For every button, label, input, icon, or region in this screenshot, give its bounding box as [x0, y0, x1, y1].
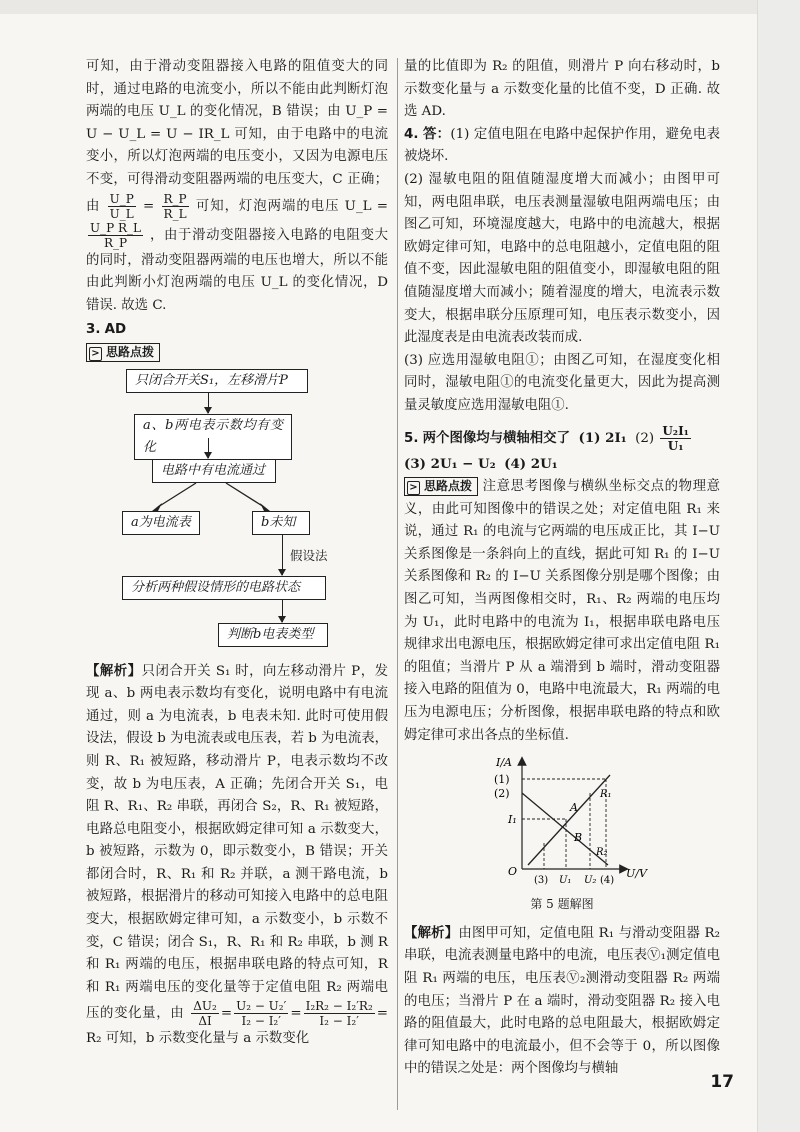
graph-ylabel: I/A	[496, 756, 512, 770]
q4-part-2: (2) 湿敏电阻的阻值随湿度增大而减小；由图甲可知，两电阻串联，电压表测量湿敏电阻两端电压；由图乙可知，环境湿度越大，电路中的电流越大，根据欧姆定律可知，电路中的总电阻越小，定值电阻的阻值不变，因此湿敏电阻的阻值变小，即湿敏电阻的阻值随湿度增大而减小；随着湿度的增大，电流表示数变大，根据串联分压原理可知，电压表示数变小，因此湿度表是由电流表改装而成.	[404, 171, 720, 346]
graph-yi1: I₁	[508, 813, 517, 827]
q4-number: 4.	[404, 126, 419, 142]
fraction-rp-rl: $\frac{R\_P}{R\_L}$	[163, 191, 187, 221]
q5-answer-4: (4) 2U₁	[504, 455, 558, 472]
graph-point-b: B	[574, 831, 583, 845]
top-strip	[0, 0, 800, 14]
graph-y2: (2)	[494, 787, 510, 801]
fraction-up-ul: $\frac{U\_P}{U\_L}$	[109, 191, 134, 221]
graph-r1: R₁	[600, 789, 612, 801]
flow-box-4: a为电流表	[122, 511, 200, 535]
right-paragraph-1: 量的比值即为 R₂ 的阻值，则滑片 P 向右移动时，b 示数变化量与 a 示数变化量的比值不变，D 正确. 故选 AD.	[404, 59, 720, 120]
chevron-right-icon: >	[407, 481, 420, 495]
graph-x3: (3)	[534, 875, 549, 887]
q3-answer: AD	[104, 322, 127, 338]
graph-xlabel: U/V	[626, 867, 647, 881]
q5-header	[404, 424, 720, 453]
chevron-right-icon: >	[89, 347, 102, 361]
flow-arrow-3	[282, 535, 283, 575]
analysis-label: 【解析】	[86, 662, 142, 679]
iu-graph-svg	[404, 753, 720, 887]
q5-answer-2-label: (2)	[635, 430, 655, 446]
page-edge-tab	[757, 0, 800, 1132]
graph-r2: R₂	[596, 847, 608, 859]
analysis-text-2: 由图甲可知，定值电阻 R₁ 与滑动变阻器 R₂ 串联，电流表测量电路中的电流，电压表Ⓥ₁测定值电阻 R₁ 两端的电压，电压表Ⓥ₂测滑动变阻器 R₂ 两端的电压；当滑片 P 在 a 端时，滑动变阻器 R₂ 接入电路的阻值最大，此时电路的总电阻最大，根据欧姆定律可知电路中的电流最小，但不会等于 0，所以图像中的错误之处是：两个图像均与横轴	[404, 925, 721, 1077]
left-paragraph-1: 可知，由于滑动变阻器接入电路的阻值变大的同时，通过电路的电流变小，所以不能由此判断灯泡两端的电压 U_L 的变化情况，B 错误；由 U_P = U − U_L = U − IR_L 可知，由于电路中的电流变小，所以灯泡两端的电压变小，又因为电源电压不变，可得滑动变阻器两端的电压变大，C 正确；由 $\frac{U\_P}{U\_L}$ = $\frac{R\_P}{R\_L}$ 可知，灯泡两端的电压 U_L = $\frac{\text{U\_P R\_L}}{R\_P}$ ，由于滑动变阻器接入电路的电阻变大的同时，滑动变阻器两端的电压也增大，所以不能由此判断小灯泡两端的电压 U_L 的变化情况，D 错误. 故选 C.	[86, 59, 389, 313]
q5-analysis	[404, 922, 720, 1081]
flowchart	[86, 369, 388, 654]
q3-tag-row	[86, 342, 388, 365]
q5-answer-3: (3) 2U₁ − U₂	[404, 455, 496, 472]
page-number: 17	[710, 1072, 734, 1092]
flow-box-7: 判断b电表类型	[218, 623, 328, 647]
right-column	[404, 56, 720, 1081]
flow-label-assume: 假设法	[290, 547, 328, 563]
column-divider	[397, 58, 398, 1110]
left-column	[86, 56, 388, 1051]
q3-header	[86, 319, 388, 342]
q5-answers-row2	[404, 453, 720, 477]
q5-hint	[404, 476, 720, 747]
fraction-u2-diff: $\frac{\text{U₂ − U₂′}}{\text{I₂ − I₂′}}$	[236, 999, 287, 1029]
flow-box-5: b未知	[252, 511, 310, 535]
graph-xu1: U₁	[559, 875, 572, 887]
graph-y1: (1)	[494, 773, 510, 787]
hint-tag: > 思路点拨	[86, 343, 160, 362]
q5-hint-text: 注意思考图像与横纵坐标交点的物理意义，由此可知图像中的错误之处；对定值电阻 R₁ 来说，通过 R₁ 的电流与它两端的电压成正比，其 I−U 关系图像是一条斜向上的直线，据此可知 R₁ 的 I−U 关系图像和 R₂ 的 I−U 关系图像分别是哪个图像；由图乙可知，当两图像相交时，R₁、R₂ 两端的电压均为 U₁，此时电路中的电流为 I₁，根据串联电路电压规律求出电源电压，根据欧姆定律可求出定值电阻 R₁ 的阻值；当滑片 P 从 a 端滑到 b 端时，滑动变阻器接入电路的阻值为 0，电路中电流最大，R₁ 两端的电压为电源电压；分析图像，根据串联电路的特点和欧姆定律可求出各点的坐标值.	[404, 479, 720, 743]
analysis-label-2: 【解析】	[404, 924, 459, 941]
q4-header	[404, 124, 720, 169]
q4-part-1: (1) 定值电阻在电路中起保护作用，避免电表被烧坏.	[404, 126, 720, 165]
graph-xu2: U₂	[584, 875, 597, 887]
q5-number: 5.	[404, 430, 419, 446]
graph-origin: O	[508, 865, 518, 879]
q4-label: 答：	[422, 126, 451, 142]
flow-arrow-4	[282, 600, 283, 622]
graph-caption: 第 5 题解图	[530, 897, 594, 912]
hint-tag-2: > 思路点拨	[404, 477, 478, 496]
graph-x4: (4)	[600, 875, 615, 887]
q3-analysis: 【解析】只闭合开关 S₁ 时，向左移动滑片 P，发现 a、b 两电表示数均有变化，说明电路中有电流通过，则 a 为电流表，b 电表未知. 此时可使用假设法，假设 b 为电流表或电压表，若 b 为电流表，则 R、R₁ 被短路，移动滑片 P，电表示数均不改变，故 b 为电压表，A 正确；先闭合开关 S₁，电阻 R、R₁、R₂ 串联，再闭合 S₂，R、R₁ 被短路，电路总电阻变小，根据欧姆定律可知 a 示数变大，b 被短路，示数为 0，即示数变小，B 错误；开关都闭合时，R、R₁ 和 R₂ 并联，a 测干路电流，b 被短路，根据滑片的移动可知接入电路中的总电阻变大，根据欧姆定律可知，a 示数变小，b 示数不变，C 错误；闭合 S₁，R、R₁ 和 R₂ 串联，b 测 R 和 R₁ 两端的电压，根据串联电路的特点可知，R 和 R₁ 两端电压的变化量等于定值电阻 R₂ 两端电压的变化量，由 $\frac{\text{ΔU₂}}{\Delta I}$ = $\frac{\text{U₂ − U₂′}}{\text{I₂ − I₂′}}$ = $\frac{\text{I₂R₂ − I₂′R₂}}{\text{I₂ − I₂′}}$ = R₂ 可知，b 示数变化量与 a 示数变化	[86, 662, 389, 1047]
left-text-1c: ，由于滑动变阻器接入电路的电阻变大的同时，滑动变阻器两端的电压也增大，所以不能由此判断小灯泡两端的电压 U_L 的变化情况，D 错误. 故选 C.	[86, 227, 389, 313]
left-text-1: 可知，由于滑动变阻器接入电路的阻值变大的同时，通过电路的电流变小，所以不能由此判断灯泡两端的电压 U_L 的变化情况，B 错误；由 U_P = U − U_L = U − IR_L 可知，由于电路中的电流变小，所以灯泡两端的电压变小，又因为电源电压不变，可得滑动变阻器两端的电压变大，C 正确；由	[86, 59, 388, 214]
analysis-tail: = R₂ 可知，b 示数变化量与 a 示数变化	[86, 1006, 389, 1047]
q3-number: 3.	[86, 322, 101, 338]
flow-box-3: 电路中有电流通过	[152, 459, 276, 483]
flow-box-1: 只闭合开关S₁，左移滑片P	[126, 369, 308, 393]
analysis-text: 只闭合开关 S₁ 时，向左移动滑片 P，发现 a、b 两电表示数均有变化，说明电路中有电流通过，则 a 为电流表，b 电表未知. 此时可使用假设法，假设 b 为电流表或电压表，若 b 为电流表，则 R、R₁ 被短路，移动滑片 P，电表示数均不改变，故 b 为电压表，A 正确；先闭合开关 S₁，电阻 R、R₁、R₂ 串联，再闭合 S₂，R、R₁ 被短路，电路总电阻变小，根据欧姆定律可知 a 示数变大，b 被短路，示数为 0，即示数变小，B 错误；开关都闭合时，R、R₁ 和 R₂ 并联，a 测干路电流，b 被短路，根据滑片的移动可知接入电路中的总电阻变大，根据欧姆定律可知，a 示数变小，b 示数不变，C 错误；闭合 S₁，R、R₁ 和 R₂ 串联，b 测 R 和 R₁ 两端的电压，根据串联电路的特点可知，R 和 R₁ 两端电压的变化量等于定值电阻 R₂ 两端电压的变化量，由	[86, 663, 388, 1022]
q5-head: 两个图像均与横轴相交了	[422, 429, 570, 446]
q5-fraction: $\frac{\text{U₂I₁}}{\text{U₁}}$	[662, 423, 689, 453]
fraction-du2-di: $\frac{\text{ΔU₂}}{\Delta I}$	[193, 999, 217, 1029]
graph-point-a: A	[570, 801, 578, 815]
q5-answer-1: (1) 2I₁	[578, 429, 627, 446]
fraction-ul-formula: $\frac{\text{U\_P R\_L}}{R\_P}$	[90, 220, 142, 250]
iu-graph	[404, 753, 720, 893]
flow-box-2: a、b两电表示数均有变化	[134, 414, 292, 460]
q4-part-3: (3) 应选用湿敏电阻①；由图乙可知，在湿度变化相同时，湿敏电阻①的电流变化量更大，因此为提高测量灵敏度应选用湿敏电阻①.	[404, 352, 720, 413]
fraction-i2r2-diff: $\frac{\text{I₂R₂ − I₂′R₂}}{\text{I₂ − I₂′}}$	[305, 999, 373, 1029]
left-text-1b: 可知，灯泡两端的电压 U_L =	[195, 198, 389, 214]
flow-box-6: 分析两种假设情形的电路状态	[122, 576, 326, 600]
